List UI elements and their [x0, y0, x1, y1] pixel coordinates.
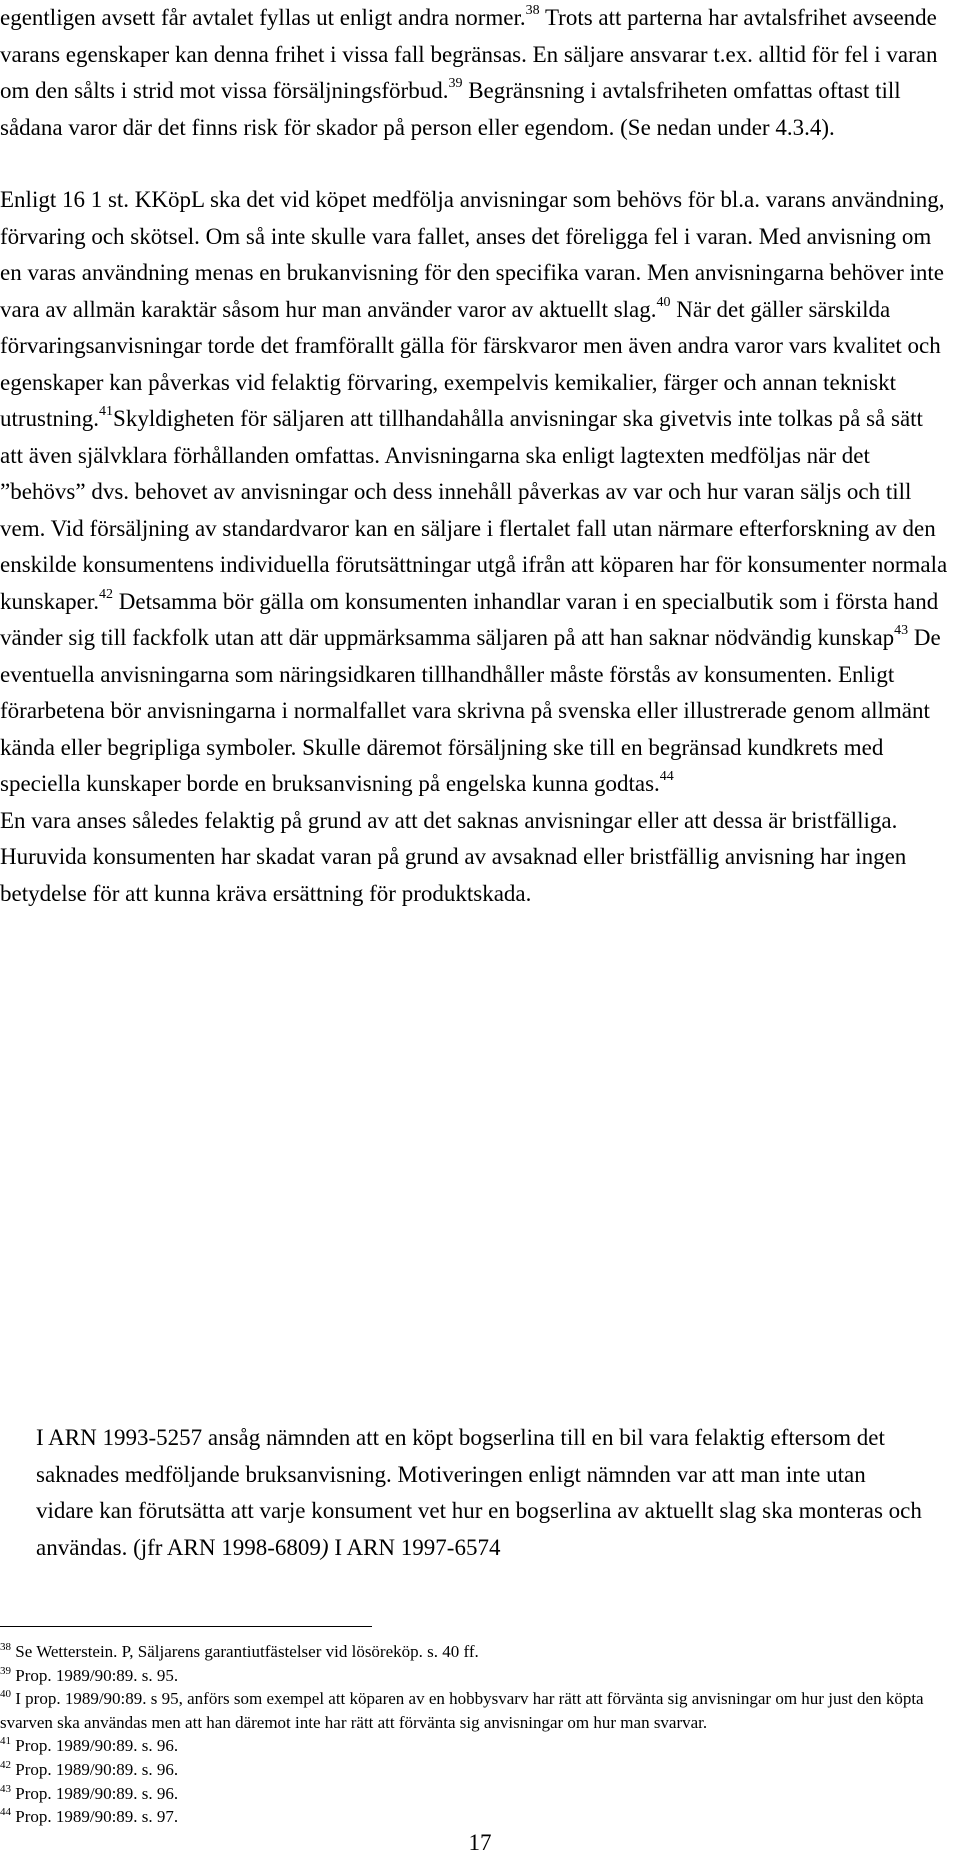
footnote-text: Prop. 1989/90:89. s. 96. [11, 1736, 179, 1756]
text-run: De eventuella anvisningarna som näringsidkaren tillhandhåller måste förstås av konsumenten. Enligt förarbetena bör anvisningarna i normalfallet vara skrivna på svenska eller illustrerade genom allmänt kända eller begripliga symboler. Skulle däremot försäljning ske till en begränsad kundkrets med speciella kunskaper borde en bruksanvisning på engelska kunna godtas. [0, 625, 941, 796]
text-run: I ARN 1993-5257 ansåg nämnden att en köpt bogserlina till en bil vara felaktig eftersom det saknades medföljande bruksanvisning. Motiveringen enligt nämnden var att man inte utan vidare kan förutsätta att varje konsument vet hur en bogserlina av aktuellt slag ska monteras och användas. (jfr ARN 1998-6809 [36, 1425, 922, 1560]
footnote-text: Prop. 1989/90:89. s. 96. [11, 1759, 179, 1779]
case-quote [36, 1420, 926, 1566]
footnote-text: Prop. 1989/90:89. s. 97. [11, 1807, 179, 1827]
footnote-ref: 44 [659, 769, 674, 784]
footnote [0, 1664, 950, 1688]
text-run: Detsamma bör gälla om konsumenten inhandlar varan i en specialbutik som i första hand vänder sig till fackfolk utan att där uppmärksamma säljaren på att han saknar nödvändig kunskap [0, 588, 939, 650]
italic-run: ) [320, 1534, 329, 1560]
footnote-number: 39 [0, 1664, 11, 1677]
footnote-number: 40 [0, 1688, 11, 1701]
footnote-number: 43 [0, 1782, 11, 1795]
text-run: När det gäller särskilda förvaringsanvisningar torde det framförallt gälla för färskvaror men även andra varor vars kvalitet och egenskaper kan påverkas vid felaktig förvaring, exempelvis kemikalier, färger och annan tekniskt utrustning. [0, 296, 941, 431]
footnote-number: 42 [0, 1758, 11, 1771]
text-run: Enligt 16 1 st. KKöpL ska det vid köpet medfölja anvisningar som behövs för bl.a. varans användning, förvaring och skötsel. Om så inte skulle vara fallet, anses det föreligga fel i varan. Med anvisning om en varas användning menas en brukanvisning för den specifika varan. Men anvisningarna behöver inte vara av allmän karaktär såsom hur man använder varor av aktuellt slag. [0, 187, 945, 322]
footnote [0, 1640, 950, 1664]
footnote-ref: 42 [99, 586, 114, 602]
text-run: Skyldigheten för säljaren att tillhandahålla anvisningar ska givetvis inte tolkas på så sätt att även självklara förhållanden omfattas. Anvisningarna ska enligt lagtexten medföljas när det ”behövs” dvs. behovet av anvisningar och dess innehåll påverkas av var och hur varan säljs och till vem. Vid försäljning av standardvaror kan en säljare i flertalet fall utan närmare efterforskning av den enskilde konsumentens individuella förutsättningar utgå ifrån att köparen har för konsumenter normala kunskaper. [0, 406, 948, 614]
footnote-text: Prop. 1989/90:89. s. 95. [11, 1665, 179, 1685]
footnote [0, 1734, 950, 1758]
text-run: Begränsning i avtalsfriheten omfattas oftast till sådana varor där det finns risk för skador på person eller egendom. (Se nedan under 4.3.4). [0, 78, 901, 140]
footnote-ref: 41 [99, 404, 114, 419]
text-run: I ARN 1997-6574 [328, 1534, 501, 1560]
footnote-text: I prop. 1989/90:89. s 95, anförs som exempel att köparen av en hobbysvarv har rätt att förvänta sig anvisningar om hur just den köpta svarven ska användas men att han däremot inte har rätt att förvänta sig anvisningar om hur man svarvar. [0, 1689, 924, 1732]
footnote-number: 44 [0, 1806, 11, 1819]
footnote [0, 1758, 950, 1782]
paragraph-anvisningar [0, 182, 950, 803]
footnote-number: 38 [0, 1641, 11, 1653]
footnote-text: Prop. 1989/90:89. s. 96. [11, 1783, 179, 1803]
footnote-ref: 40 [656, 294, 671, 310]
footnote [0, 1805, 950, 1829]
paragraph-avtalsfrihet [0, 0, 950, 146]
text-run: egentligen avsett får avtalet fyllas ut enligt andra normer. [0, 5, 526, 30]
footnote-divider [0, 1626, 372, 1627]
footnote-ref: 43 [894, 623, 909, 638]
page-number: 17 [468, 1830, 492, 1855]
footnote [0, 1687, 950, 1734]
footnote-text: Se Wetterstein. P, Säljarens garantiutfästelser vid lösöreköp. s. 40 ff. [11, 1642, 479, 1661]
body-text [0, 0, 950, 912]
footnote [0, 1782, 950, 1806]
footnotes [0, 1640, 950, 1829]
footnote-ref: 38 [525, 3, 540, 18]
footnote-number: 41 [0, 1735, 11, 1748]
text-run: Trots att parterna har avtalsfrihet avseende varans egenskaper kan denna frihet i vissa fall begränsas. En säljare ansvarar t.ex. alltid för fel i varan om den sålts i strid mot vissa försäljningsförbud. [0, 5, 938, 103]
paragraph-slutsats: En vara anses således felaktig på grund av att det saknas anvisningar eller att dessa är bristfälliga. Huruvida konsumenten har skadat varan på grund av avsaknad eller bristfällig anvisning har ingen betydelse för att kunna kräva ersättning för produktskada. [0, 807, 907, 906]
footnote-ref: 39 [448, 76, 463, 91]
